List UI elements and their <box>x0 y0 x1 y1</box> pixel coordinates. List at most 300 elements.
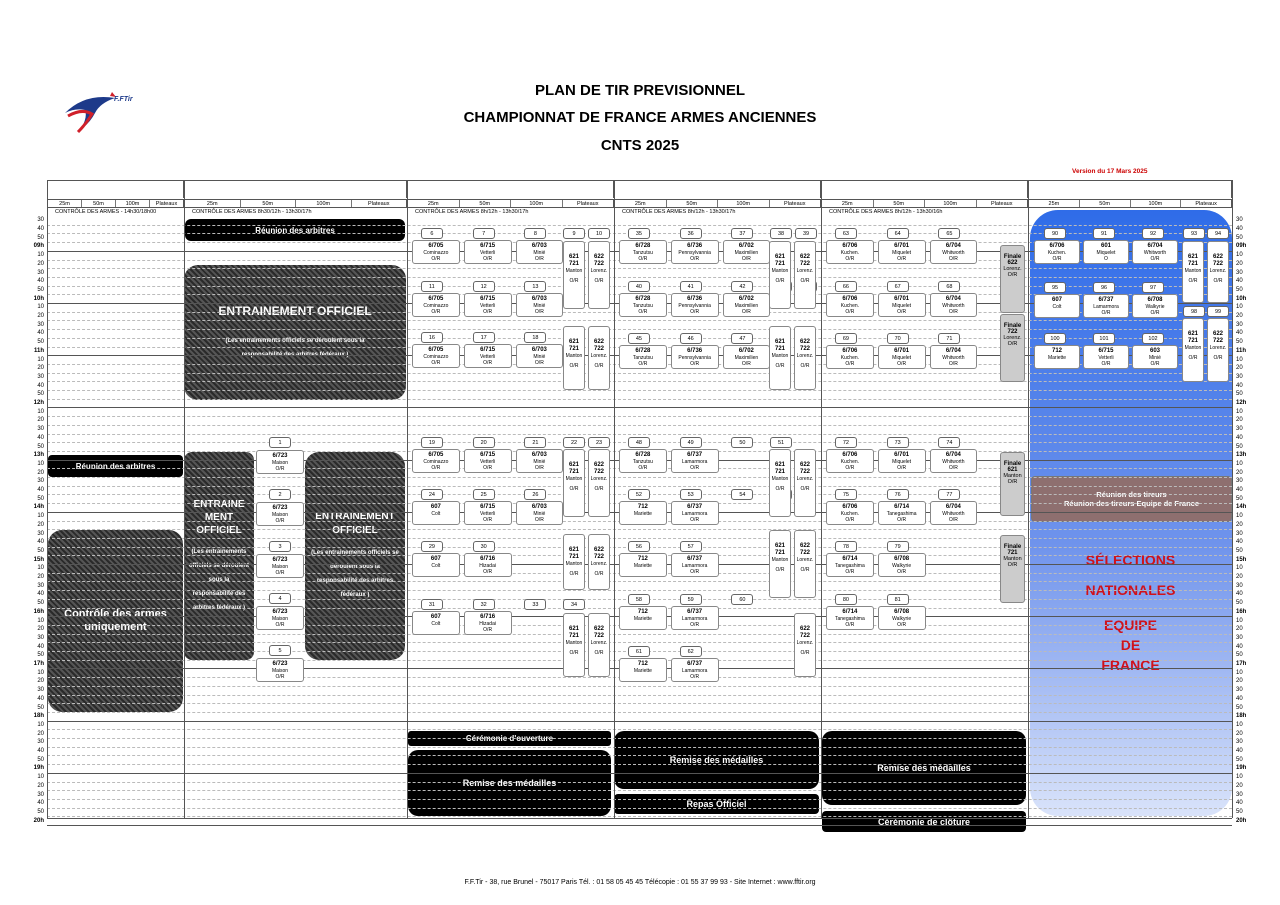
sub-column-label: 100m <box>296 200 352 207</box>
plateaux-slot-line: 621 <box>568 547 579 553</box>
slot-code: 6/716 <box>480 614 496 620</box>
relay-slot <box>516 449 564 473</box>
plateaux-slot-line: 721 <box>774 550 785 556</box>
grid-line <box>47 329 1232 330</box>
time-label: 30 <box>37 687 44 694</box>
slot-code: 6/715 <box>1098 348 1114 354</box>
grid-bottom-border <box>47 818 1232 819</box>
time-label: 13h <box>1236 452 1247 459</box>
plateaux-slot-line: Manton <box>771 353 789 359</box>
relay-slot <box>464 344 512 368</box>
slot-weapon-name: Maximilien <box>734 303 759 309</box>
plateaux-slot-line: O/R <box>800 278 810 284</box>
slot-weapon-name: Walkyrie <box>892 616 912 622</box>
relay-slot <box>1083 240 1129 264</box>
slot-category: O/R <box>431 360 441 366</box>
plateaux-slot-line: Manton <box>771 557 789 563</box>
relay-slot <box>412 240 460 264</box>
slot-code: 607 <box>430 504 441 510</box>
title-line-2: CHAMPIONNAT DE FRANCE ARMES ANCIENNES <box>463 109 817 126</box>
plateaux-slot-line: O/R <box>569 363 579 369</box>
relay-number: 17 <box>473 332 495 343</box>
time-label: 50 <box>37 600 44 607</box>
slot-weapon-name: Colt <box>1052 304 1062 310</box>
time-label: 40 <box>37 434 44 441</box>
time-label: 30 <box>1236 739 1243 746</box>
day-header <box>1028 180 1232 198</box>
time-label: 30 <box>1236 478 1243 485</box>
plateaux-slot-line: 722 <box>799 633 810 639</box>
controle-armes-label: Contrôle des armes uniquement <box>64 608 167 633</box>
relay-slot <box>723 293 771 317</box>
plateaux-slot-line: O/R <box>594 363 604 369</box>
plateaux-slot-line: 721 <box>1187 338 1198 344</box>
plateaux-slot-line: O/R <box>594 571 604 577</box>
relay-number: 75 <box>835 489 857 500</box>
slot-code: 6/705 <box>428 243 444 249</box>
control-armes-label: CONTRÔLE DES ARMES 8h30/12h - 13h30/17h <box>192 209 312 215</box>
sub-column-header <box>614 199 821 208</box>
finale-line: Finale <box>1003 544 1022 550</box>
relay-number: 45 <box>628 333 650 344</box>
relay-slot <box>723 345 771 369</box>
relay-number: 41 <box>680 281 702 292</box>
day-header <box>614 180 821 198</box>
time-label: 10 <box>37 356 44 363</box>
sub-column-label: Plateaux <box>991 201 1013 207</box>
slot-weapon-name: Tanegashima <box>886 511 917 517</box>
time-label: 30 <box>37 217 44 224</box>
time-label: 10 <box>1236 513 1243 520</box>
slot-code: 6/705 <box>428 347 444 353</box>
time-label: 40 <box>37 539 44 546</box>
slot-weapon-name: Lamarmora <box>681 616 708 622</box>
slot-weapon-name: Whitworth <box>942 511 965 517</box>
plateaux-slot-line: 622 <box>799 462 810 468</box>
time-label: 20 <box>1236 574 1243 581</box>
plateaux-slot-line: O/R <box>800 567 810 573</box>
grid-line <box>47 407 1232 408</box>
slot-category: O/R <box>845 309 855 315</box>
plateaux-slot <box>563 613 585 677</box>
time-label: 10 <box>1236 774 1243 781</box>
slot-category: O/R <box>1101 361 1111 367</box>
plateaux-slot-line: Lorenz. <box>590 640 608 646</box>
slot-code: 6/703 <box>531 243 547 249</box>
selections-line-1: SÉLECTIONS <box>1085 552 1176 568</box>
slot-weapon-name: Tanzutsu <box>632 459 653 465</box>
slot-code: 6/715 <box>480 347 496 353</box>
slot-weapon-name: Whitworth <box>1143 250 1167 256</box>
time-label: 20 <box>37 260 44 267</box>
slot-category: O/R <box>275 570 285 576</box>
slot-code: 6/704 <box>1147 243 1163 249</box>
slot-category: O/R <box>638 309 648 315</box>
slot-category: O/R <box>275 466 285 472</box>
relay-slot <box>878 501 926 525</box>
relay-slot <box>878 345 926 369</box>
sub-column-label: 50m <box>1080 200 1131 207</box>
relay-number: 72 <box>835 437 857 448</box>
sub-column-label: Plateaux <box>1195 201 1217 207</box>
relay-slot <box>1132 294 1178 318</box>
slot-code: 712 <box>1051 348 1062 354</box>
finale-line: O/R <box>1007 341 1018 347</box>
slot-code: 6/704 <box>945 296 961 302</box>
relay-slot <box>256 502 304 526</box>
slot-code: 6/715 <box>480 296 496 302</box>
time-label: 20 <box>37 365 44 372</box>
finale-line: Finale <box>1003 323 1022 329</box>
grid-line <box>47 799 1232 800</box>
grid-line <box>47 529 1232 530</box>
plateaux-slot <box>563 449 585 517</box>
slot-code: 6/737 <box>1098 297 1114 303</box>
time-label: 50 <box>37 756 44 763</box>
slot-code: 6/714 <box>842 556 858 562</box>
plateaux-slot <box>588 534 610 590</box>
sub-column-header <box>1028 199 1232 208</box>
finale-slot <box>1000 535 1025 603</box>
control-armes-label: CONTRÔLE DES ARMES - 14h30/18h00 <box>55 209 157 215</box>
sub-column-header <box>407 199 614 208</box>
relay-slot <box>619 345 667 369</box>
relay-slot <box>464 501 512 525</box>
remise-medailles-samedi: Remise des médailles <box>822 731 1026 805</box>
relay-slot <box>256 606 304 630</box>
relay-number: 64 <box>887 228 909 239</box>
slot-weapon-name: Whitworth <box>942 303 965 309</box>
relay-slot <box>516 501 564 525</box>
relay-number: 13 <box>524 281 546 292</box>
time-label: 20 <box>37 417 44 424</box>
relay-slot <box>930 345 978 369</box>
sub-column-label: Plateaux <box>368 201 390 207</box>
slot-weapon-name: Kuchen. <box>1047 250 1067 256</box>
slot-category: O/R <box>1052 256 1062 262</box>
slot-code: 712 <box>637 504 648 510</box>
relay-slot <box>412 293 460 317</box>
time-label: 10 <box>1236 721 1243 728</box>
time-label: 20h <box>1236 817 1247 824</box>
slot-category: O/R <box>690 465 700 471</box>
relay-slot <box>516 344 564 368</box>
relay-slot <box>256 554 304 578</box>
plateaux-slot-line: Manton <box>1184 345 1202 351</box>
relay-slot <box>671 658 719 682</box>
time-label: 50 <box>37 286 44 293</box>
relay-slot <box>878 240 926 264</box>
plateaux-slot-line: Lorenz. <box>590 561 608 567</box>
time-label: 10 <box>37 669 44 676</box>
slot-weapon-name: Minié <box>533 354 546 360</box>
time-label: 20 <box>1236 626 1243 633</box>
plateaux-slot-line: Lorenz. <box>590 476 608 482</box>
sub-column-label: Plateaux <box>577 201 599 207</box>
relay-number: 102 <box>1142 333 1164 344</box>
relay-slot <box>619 293 667 317</box>
slot-category: O/R <box>1150 361 1160 367</box>
relay-number: 36 <box>680 228 702 239</box>
time-label: 20 <box>37 730 44 737</box>
relay-number: 2 <box>269 489 291 500</box>
plateaux-slot <box>563 534 585 590</box>
plateaux-slot-line: Lorenz. <box>1209 345 1227 351</box>
relay-slot <box>671 293 719 317</box>
time-label: 20 <box>1236 365 1243 372</box>
entrainement-narrow-title: ENTRAINE MENT OFFICIEL <box>193 498 245 536</box>
time-label: 40 <box>37 278 44 285</box>
slot-code: 6/704 <box>945 452 961 458</box>
relay-number: 7 <box>473 228 495 239</box>
slot-weapon-name: Miquelet <box>892 459 912 465</box>
slot-category: O/R <box>897 361 907 367</box>
plateaux-slot-line: Lorenz. <box>796 268 814 274</box>
control-armes-label: CONTRÔLE DES ARMES 8h/12h - 13h30/16h <box>829 209 943 215</box>
column-divider <box>614 180 615 818</box>
column-divider <box>1028 180 1029 818</box>
slot-code: 6/715 <box>480 243 496 249</box>
remise-medailles-vendredi: Remise des médailles <box>614 731 819 789</box>
time-label: 40 <box>1236 226 1243 233</box>
plateaux-slot-line: 722 <box>593 554 604 560</box>
slot-category: O/R <box>1101 310 1111 316</box>
slot-weapon-name: Colt <box>431 621 441 627</box>
plateaux-slot-line: 721 <box>568 261 579 267</box>
time-label: 14h <box>33 504 44 511</box>
time-label: 30 <box>37 582 44 589</box>
plateaux-slot <box>769 326 791 390</box>
slot-code: 6/715 <box>480 504 496 510</box>
relay-slot <box>826 449 874 473</box>
relay-number: 40 <box>628 281 650 292</box>
relay-number: 19 <box>421 437 443 448</box>
slot-code: 6/723 <box>272 453 288 459</box>
slot-code: 6/701 <box>894 243 910 249</box>
slot-category: O/R <box>948 361 958 367</box>
grid-line <box>47 738 1232 739</box>
finale-line: Manton <box>1003 556 1022 562</box>
time-label: 12h <box>1236 400 1247 407</box>
slot-weapon-name: Pennsylvannia <box>678 355 711 361</box>
footer-address: F.F.Tir - 38, rue Brunel - 75017 Paris Tél. : 01 58 05 45 45 Télécopie : 01 55 37 99 93 - Site Internet : www.fftir.org <box>464 879 816 886</box>
grid-line <box>47 538 1232 539</box>
relay-slot <box>1034 240 1080 264</box>
sub-column-label: 100m <box>1131 200 1182 207</box>
relay-number: 97 <box>1142 282 1164 293</box>
slot-code: 6/728 <box>635 348 651 354</box>
slot-weapon-name: Miquelet <box>892 355 912 361</box>
sub-column-label: 50m <box>82 200 116 207</box>
slot-weapon-name: Miquelet <box>892 303 912 309</box>
slot-category: O/R <box>845 361 855 367</box>
plateaux-slot <box>769 449 791 517</box>
relay-number: 33 <box>524 599 546 610</box>
slot-weapon-name: Maison <box>271 616 289 622</box>
plateaux-slot-line: 621 <box>774 462 785 468</box>
slot-code: 6/702 <box>738 243 754 249</box>
slot-weapon-name: Maison <box>271 460 289 466</box>
sub-column-label: 50m <box>874 200 926 207</box>
slot-code: 6/706 <box>1049 243 1065 249</box>
finale-slot <box>1000 452 1025 516</box>
slot-weapon-name: Vetterli <box>1098 355 1114 361</box>
slot-weapon-name: Minié <box>533 250 546 256</box>
relay-slot <box>826 501 874 525</box>
plateaux-slot-line: 622 <box>1212 254 1223 260</box>
time-label: 30 <box>1236 634 1243 641</box>
slot-code: 607 <box>1051 297 1062 303</box>
slot-code: 6/705 <box>428 296 444 302</box>
time-label: 20 <box>37 574 44 581</box>
time-label: 12h <box>33 400 44 407</box>
slot-category: O/R <box>638 465 648 471</box>
relay-slot <box>1083 294 1129 318</box>
plateaux-slot-line: 621 <box>568 626 579 632</box>
time-label: 40 <box>1236 695 1243 702</box>
slot-code: 6/736 <box>687 348 703 354</box>
time-label: 30 <box>1236 791 1243 798</box>
time-label: 10 <box>1236 304 1243 311</box>
time-label: 15h <box>33 556 44 563</box>
time-label: 50 <box>1236 547 1243 554</box>
plateaux-slot-line: 721 <box>1187 261 1198 267</box>
slot-code: 6/704 <box>945 348 961 354</box>
slot-weapon-name: Mariette <box>633 563 652 569</box>
slot-code: 6/701 <box>894 452 910 458</box>
grid-line <box>47 747 1232 748</box>
plateaux-slot <box>769 530 791 598</box>
relay-slot <box>464 553 512 577</box>
grid-line <box>47 764 1232 765</box>
sub-column-label: Plateaux <box>784 201 806 207</box>
relay-number: 50 <box>731 437 753 448</box>
reunion-tireurs-block <box>1031 476 1232 522</box>
plateaux-slot-line: O/R <box>800 650 810 656</box>
relay-number: 99 <box>1207 306 1229 317</box>
relay-number: 71 <box>938 333 960 344</box>
slot-category: O/R <box>690 309 700 315</box>
relay-slot <box>826 240 874 264</box>
slot-category: O/R <box>897 309 907 315</box>
plateaux-slot-line: 721 <box>774 469 785 475</box>
slot-weapon-name: Maximilien <box>734 250 759 256</box>
plateaux-slot-line: Manton <box>565 353 583 359</box>
slot-category: O/R <box>275 674 285 680</box>
relay-number: 52 <box>628 489 650 500</box>
finale-line: Lorenz. <box>1003 266 1022 272</box>
slot-category: O/R <box>897 622 907 628</box>
plateaux-slot <box>588 613 610 677</box>
time-label: 40 <box>37 748 44 755</box>
relay-slot <box>516 293 564 317</box>
sub-column-header <box>184 199 407 208</box>
time-label: 10 <box>37 565 44 572</box>
slot-weapon-name: Whitworth <box>942 355 965 361</box>
plateaux-slot <box>1182 241 1204 303</box>
slot-code: 6/703 <box>531 452 547 458</box>
time-label: 19h <box>33 765 44 772</box>
time-label: 40 <box>37 226 44 233</box>
plateaux-slot-line: Manton <box>565 476 583 482</box>
slot-weapon-name: Miquelet <box>1096 250 1116 256</box>
finale-line: Finale <box>1003 254 1022 260</box>
plateaux-slot-line: 721 <box>568 554 579 560</box>
relay-number: 101 <box>1093 333 1115 344</box>
slot-category: O/R <box>483 569 493 575</box>
grid-line <box>47 477 1232 478</box>
slot-code: 6/723 <box>272 505 288 511</box>
plateaux-slot-line: O/R <box>800 486 810 492</box>
relay-slot <box>619 240 667 264</box>
day-header <box>47 180 184 198</box>
plateaux-slot <box>794 530 816 598</box>
time-label: 20 <box>37 521 44 528</box>
time-label: 40 <box>37 382 44 389</box>
slot-code: 6/736 <box>687 243 703 249</box>
plateaux-slot-line: 621 <box>568 254 579 260</box>
slot-weapon-name: Kuchen. <box>840 250 860 256</box>
plateaux-slot-line: Manton <box>771 268 789 274</box>
relay-slot <box>516 240 564 264</box>
relay-slot <box>1034 345 1080 369</box>
relay-slot <box>878 449 926 473</box>
time-label: 30 <box>1236 321 1243 328</box>
relay-number: 35 <box>628 228 650 239</box>
time-label: 09h <box>33 243 44 250</box>
plateaux-slot-line: 622 <box>593 339 604 345</box>
time-label: 09h <box>1236 243 1247 250</box>
plateaux-slot-line: O/R <box>800 363 810 369</box>
plateaux-slot-line: O/R <box>569 278 579 284</box>
plateaux-slot-line: O/R <box>569 571 579 577</box>
ceremonie-ouverture: Cérémonie d'ouverture <box>408 731 611 746</box>
plateaux-slot-line: 621 <box>774 543 785 549</box>
plateaux-slot-line: Manton <box>771 476 789 482</box>
finale-line: 621 <box>1007 467 1018 473</box>
time-label: 40 <box>37 695 44 702</box>
relay-number: 96 <box>1093 282 1115 293</box>
slot-code: 6/703 <box>531 504 547 510</box>
relay-number: 65 <box>938 228 960 239</box>
relay-number: 100 <box>1044 333 1066 344</box>
relay-number: 4 <box>269 593 291 604</box>
slot-code: 6/723 <box>272 661 288 667</box>
column-divider <box>47 180 48 818</box>
plateaux-slot <box>563 326 585 390</box>
time-label: 40 <box>1236 643 1243 650</box>
slot-code: 712 <box>637 556 648 562</box>
relay-number: 91 <box>1093 228 1115 239</box>
slot-code: 603 <box>1149 348 1160 354</box>
relay-number: 57 <box>680 541 702 552</box>
slot-code: 6/737 <box>687 556 703 562</box>
slot-category: O/R <box>690 674 700 680</box>
plateaux-slot <box>588 449 610 517</box>
relay-slot <box>464 293 512 317</box>
relay-slot <box>826 345 874 369</box>
plateaux-slot <box>1182 318 1204 382</box>
plateaux-slot <box>794 449 816 517</box>
slot-category: O/R <box>948 309 958 315</box>
slot-weapon-name: Tanzutsu <box>632 303 653 309</box>
relay-slot <box>671 449 719 473</box>
time-label: 50 <box>37 443 44 450</box>
slot-code: 6/703 <box>531 347 547 353</box>
plateaux-slot-line: Lorenz. <box>590 353 608 359</box>
slot-weapon-name: Hizadai <box>479 621 496 627</box>
time-label: 40 <box>37 487 44 494</box>
